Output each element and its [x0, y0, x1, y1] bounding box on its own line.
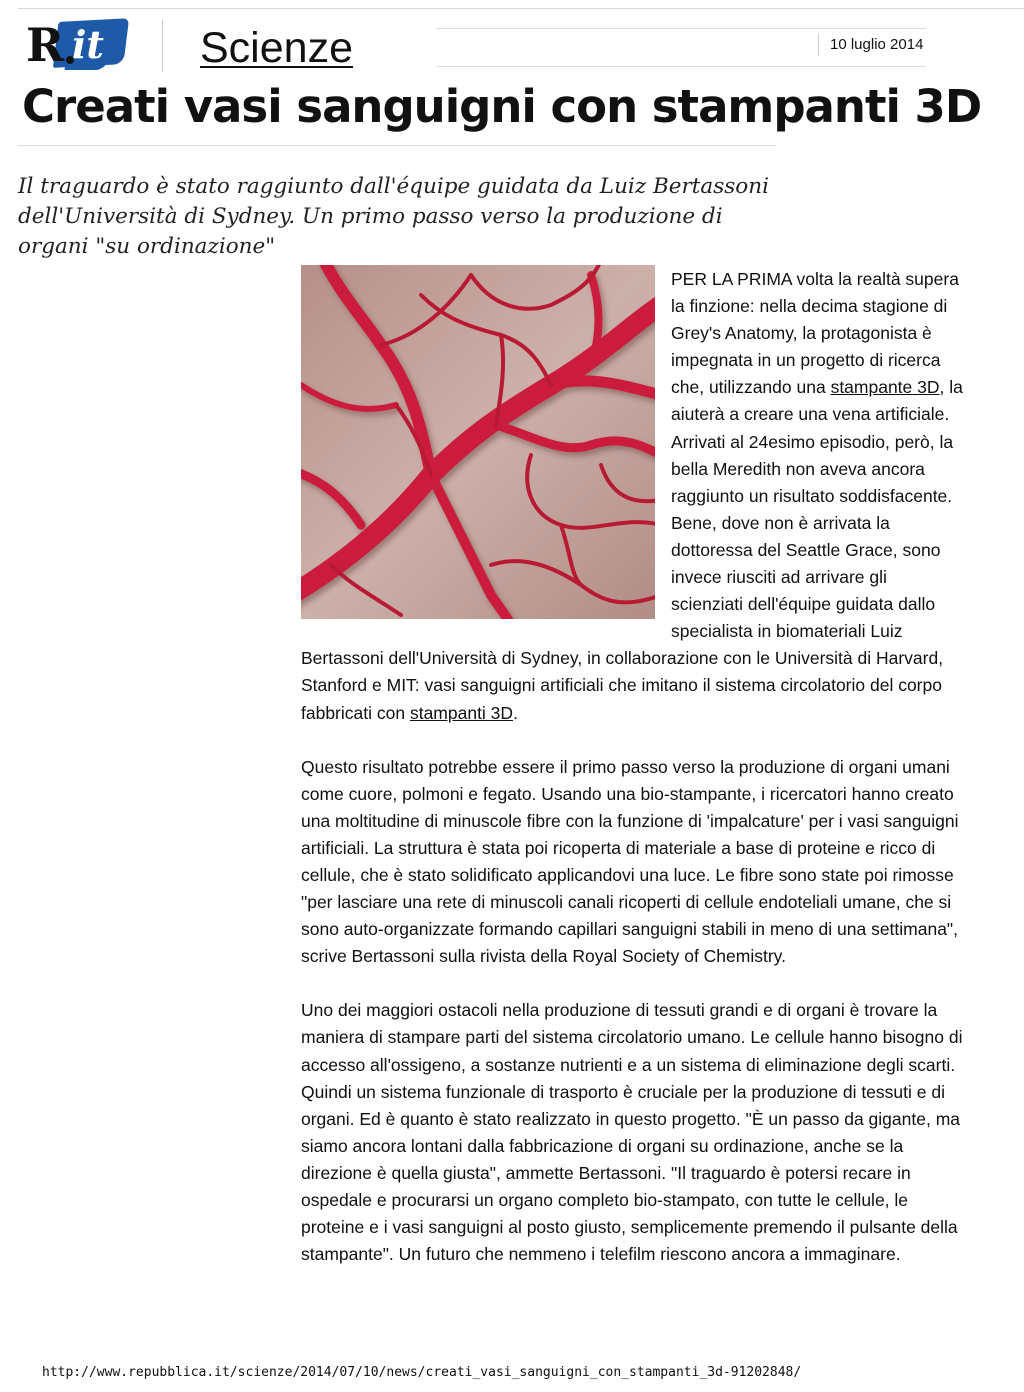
- image-wrap-spacer: [301, 265, 671, 631]
- header-separator: [162, 20, 163, 72]
- source-url: http://www.repubblica.it/scienze/2014/07/10/news/creati_vasi_sanguigni_con_stampanti_3d-91202848/: [42, 1365, 802, 1380]
- top-divider: [18, 8, 1024, 9]
- logo-letter-r: R: [26, 18, 65, 72]
- paragraph-1-text-c: .: [513, 702, 518, 723]
- article-headline: Creati vasi sanguigni con stampanti 3D: [22, 80, 982, 133]
- logo-letters-it: it: [72, 22, 104, 67]
- paragraph-3: Uno dei maggiori ostacoli nella produzione di tessuti grandi e di organi è trovare la maniera di stampare parti del sistema circolatorio umano. Le cellule hanno bisogno di accesso all'ossigeno, a sostanze nutrienti e a un sistema di eliminazione degli scarti. Quindi un sistema funzionale di trasporto è cruciale per la produzione di tessuti e di organi. Ed è quanto è stato realizzato in questo progetto. "È un passo da gigante, ma siamo ancora lontani dalla fabbricazione di organi su ordinazione, anche se la direzione è quella giusta", ammette Bertassoni. "Il traguardo è potersi recare in ospedale e procurarsi un organo completo bio-stampato, con tutte le cellule, le proteine e i vasi sanguigni al posto giusto, semplicemente premendo il pulsante della stampante". Un futuro che nemmeno i telefilm riescono ancora a immaginare.: [301, 1000, 963, 1265]
- link-stampante-3d[interactable]: stampante 3D: [830, 377, 940, 398]
- publication-date: 10 luglio 2014: [830, 36, 924, 53]
- link-stampanti-3d[interactable]: stampanti 3D: [409, 702, 514, 723]
- section-link-scienze[interactable]: Scienze: [200, 24, 353, 72]
- headline-divider: [18, 145, 776, 146]
- date-box-top-rule: [436, 28, 926, 29]
- repubblica-logo[interactable]: [26, 18, 128, 80]
- paragraph-2: Questo risultato potrebbe essere il primo passo verso la produzione di organi umani come cuore, polmoni e fegato. Usando una bio-stampante, i ricercatori hanno creato una moltitudine di minuscole fibre con la funzione di 'impalcature' per i vasi sanguigni artificiali. La struttura è stata poi ricoperta di materiale a base di proteine e ricco di cellule, che è stato solidificato applicandovi una luce. Le fibre sono state poi rimosse "per lasciare una rete di minuscoli canali ricoperti di cellule endoteliali umane, che si sono auto-organizzate formando capillari sanguigni stabili in meno di una settimana", scrive Bertassoni sulla rivista della Royal Society of Chemistry.: [301, 756, 959, 967]
- date-separator: [818, 34, 819, 56]
- lead-container: [0, 172, 1024, 260]
- date-box-bottom-rule: [436, 66, 926, 67]
- paragraph-1-text-a: PER LA PRIMA volta la realtà supera la finzione: nella decima stagione di Grey's Anatomy, la protagonista è impegnata in un progetto di ricerca che, utilizzando una: [671, 269, 959, 398]
- article-body: [301, 265, 963, 1295]
- paragraph-1-text-b: , la aiuterà a creare una vena artificiale. Arrivati al 24esimo episodio, però, la bella Meredith non aveva ancora raggiunto un risultato soddisfacente. Bene, dove non è arrivata la dottoressa del Seattle Grace, sono invece riusciti ad arrivare gli scienziati dell'équipe guidata dallo specialista in biomateriali Luiz Bertassoni dell'Università di Sydney, in collaborazione con le Università di Harvard, Stanford e MIT: vasi sanguigni artificiali che imitano il sistema circolatorio del corpo fabbricati con: [301, 377, 963, 723]
- article-lead: Il traguardo è stato raggiunto dall'équipe guidata da Luiz Bertassoni dell'Università di Sydney. Un primo passo verso la produzione di organi "su ordinazione": [18, 174, 769, 259]
